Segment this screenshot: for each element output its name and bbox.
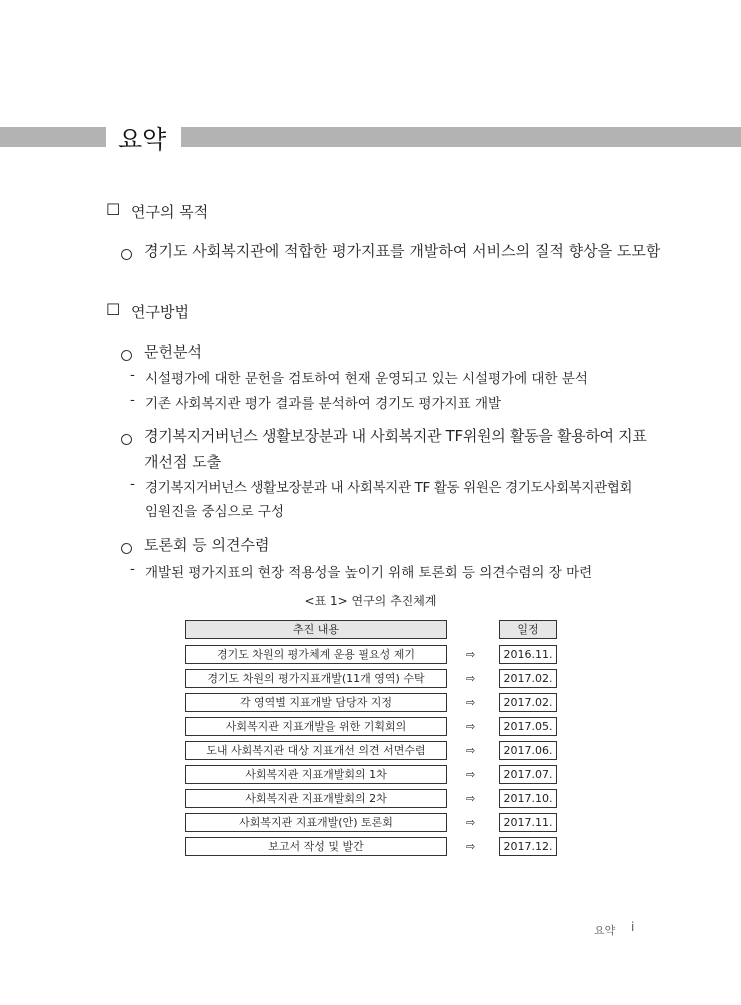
purpose-item: 경기도 사회복지관에 적합한 평가지표를 개발하여 서비스의 질적 향상을 도모함 [144,242,661,260]
table-row-content: 경기도 차원의 평가지표개발(11개 영역) 수탁 [185,669,447,688]
arrow-right-icon: ⇨ [466,840,476,853]
section-heading-purpose: 연구의 목적 [131,203,209,221]
table-row-date: 2017.10. [499,789,557,808]
table-row-content: 경기도 차원의 평가체계 운용 필요성 제기 [185,645,447,664]
method-forum: 토론회 등 의견수렴 [144,536,270,554]
table-caption: <표 1> 연구의 추진체계 [304,594,437,608]
dash-icon: - [130,392,135,408]
table-row-date: 2017.06. [499,741,557,760]
circle-bullet-icon [121,538,132,557]
circle-bullet-icon [121,429,132,448]
arrow-right-icon: ⇨ [466,696,476,709]
table-row-content: 보고서 작성 및 발간 [185,837,447,856]
arrow-right-icon: ⇨ [466,816,476,829]
table-row-date: 2017.02. [499,693,557,712]
table-header-date: 일정 [499,620,557,639]
table-row-content: 사회복지관 지표개발회의 1차 [185,765,447,784]
arrow-right-icon: ⇨ [466,792,476,805]
table-row-content: 각 영역별 지표개발 담당자 지정 [185,693,447,712]
section-heading-method: 연구방법 [131,303,189,321]
table-row-date: 2016.11. [499,645,557,664]
circle-bullet-icon [121,244,132,263]
circle-bullet-icon [121,345,132,364]
method-governance-detail-line-1: 경기복지거버넌스 생활보장분과 내 사회복지관 TF 활동 위원은 경기도사회복지관협회 [145,480,633,496]
dash-icon: - [130,367,135,383]
square-bullet-icon: ☐ [106,300,121,319]
arrow-right-icon: ⇨ [466,672,476,685]
page-title: 요약 [118,125,167,154]
table-row-date: 2017.12. [499,837,557,856]
table-row-date: 2017.11. [499,813,557,832]
table-row-content: 도내 사회복지관 대상 지표개선 의견 서면수렴 [185,741,447,760]
title-bar-right [181,127,741,147]
table-row-date: 2017.05. [499,717,557,736]
dash-icon: - [130,476,135,492]
table-row-date: 2017.07. [499,765,557,784]
table-header-content: 추진 내용 [185,620,447,639]
square-bullet-icon: ☐ [106,200,121,219]
table-row-content: 사회복지관 지표개발을 위한 기획회의 [185,717,447,736]
page-number: i [631,920,635,934]
method-literature-detail-2: 기존 사회복지관 평가 결과를 분석하여 경기도 평가지표 개발 [145,396,502,412]
table-row-content: 사회복지관 지표개발(안) 토론회 [185,813,447,832]
arrow-right-icon: ⇨ [466,720,476,733]
arrow-right-icon: ⇨ [466,744,476,757]
arrow-right-icon: ⇨ [466,648,476,661]
method-governance-line-1: 경기복지거버넌스 생활보장분과 내 사회복지관 TF위원의 활동을 활용하여 지표 [144,427,647,445]
table-row-date: 2017.02. [499,669,557,688]
method-governance-detail-line-2: 임원진을 중심으로 구성 [145,504,284,520]
table-row-content: 사회복지관 지표개발회의 2차 [185,789,447,808]
title-bar-left [0,127,106,147]
method-forum-detail: 개발된 평가지표의 현장 적용성을 높이기 위해 토론회 등 의견수렴의 장 마련 [145,565,593,581]
method-literature: 문헌분석 [144,343,202,361]
footer-label: 요약 [594,924,616,937]
method-governance-line-2: 개선점 도출 [144,453,222,471]
dash-icon: - [130,561,135,577]
method-literature-detail-1: 시설평가에 대한 문헌을 검토하여 현재 운영되고 있는 시설평가에 대한 분석 [145,371,588,387]
arrow-right-icon: ⇨ [466,768,476,781]
